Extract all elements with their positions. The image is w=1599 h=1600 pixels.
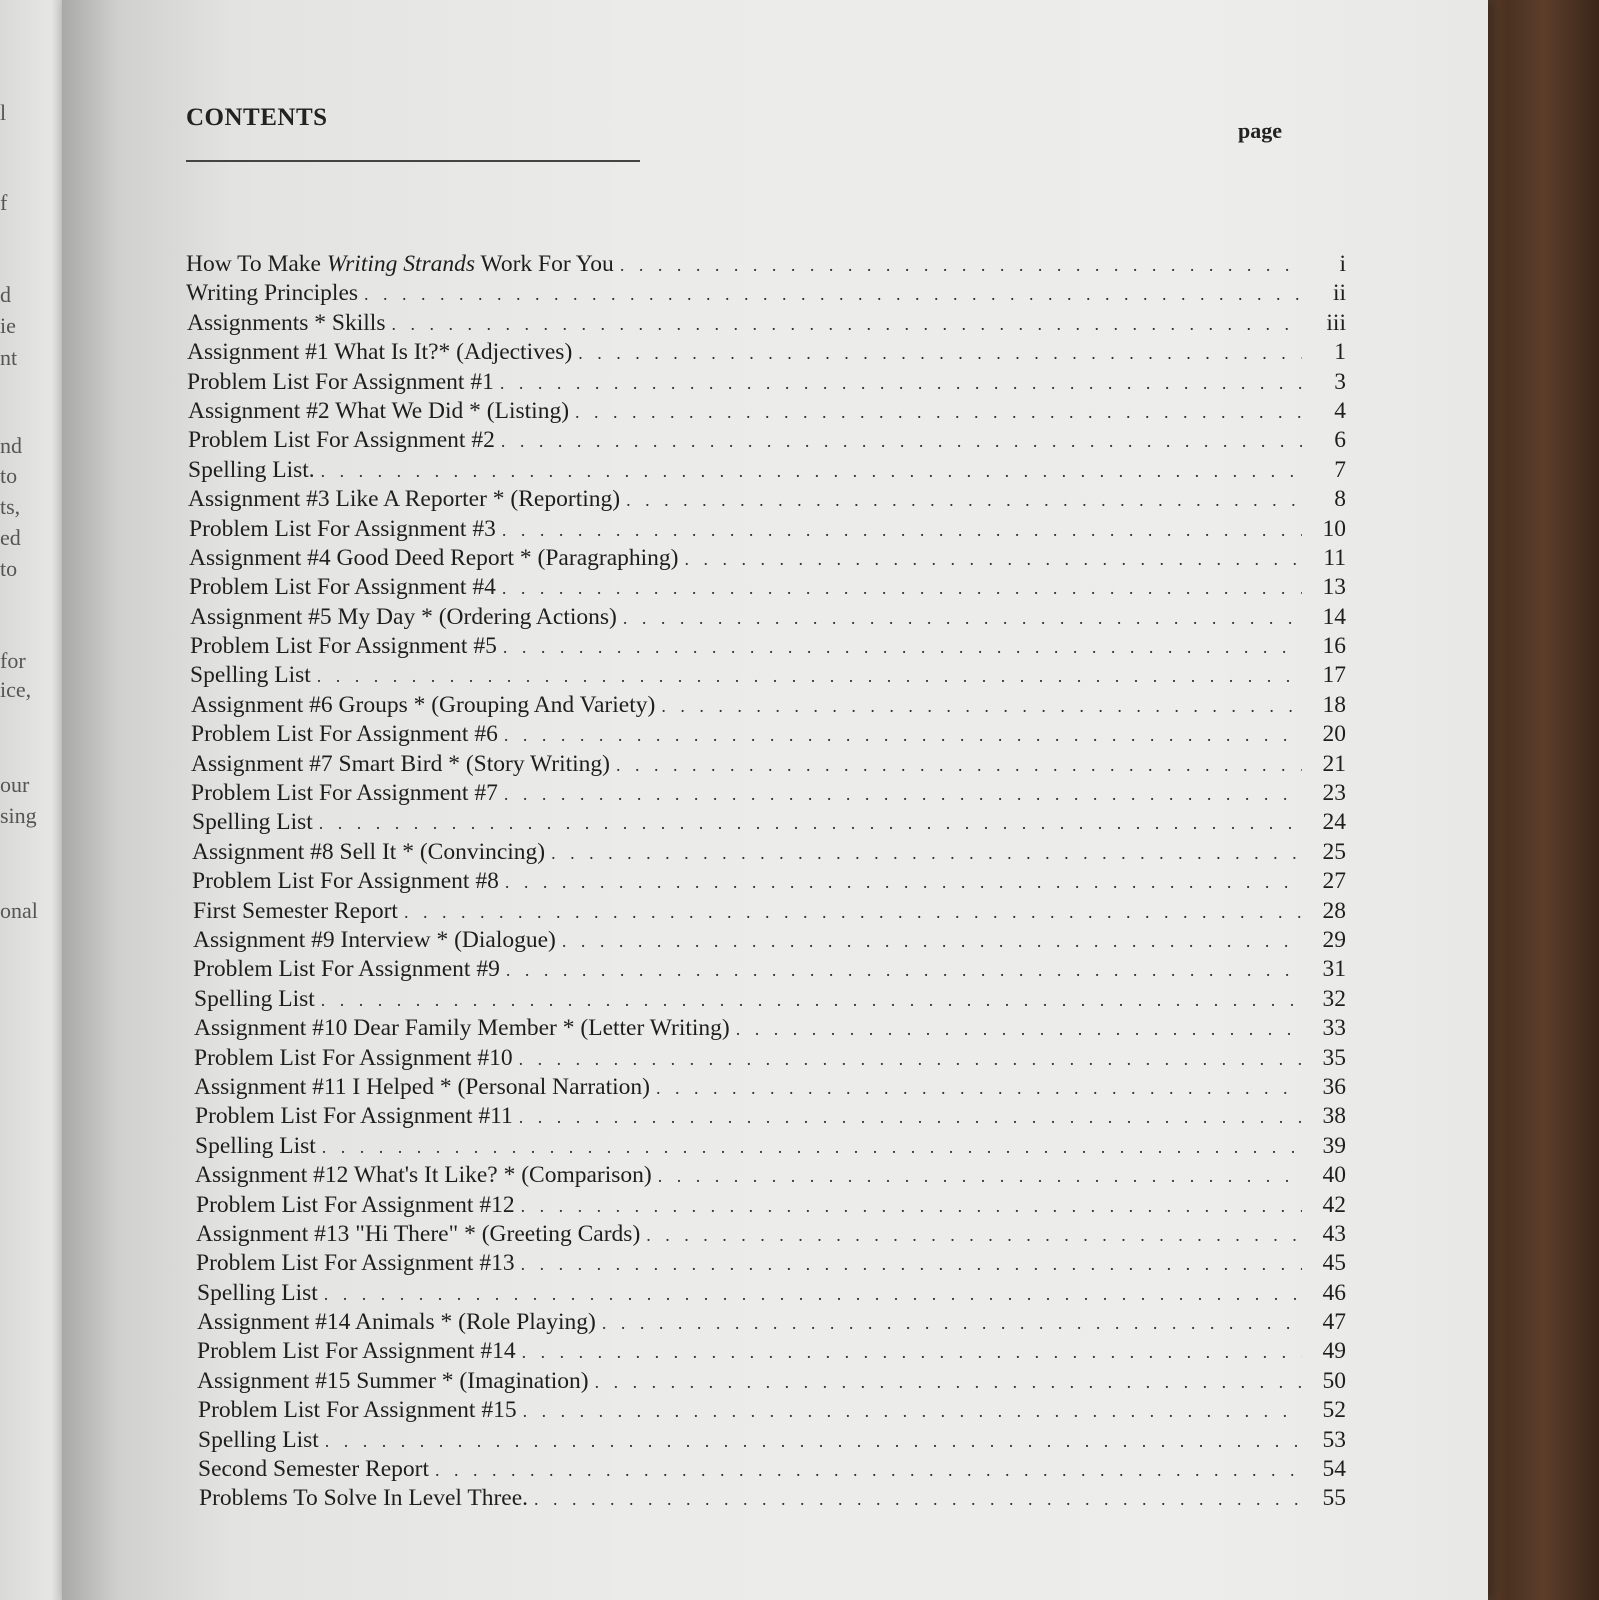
dot-leader [505, 872, 1302, 893]
toc-entry [191, 780, 1346, 809]
dot-leader [523, 1401, 1302, 1422]
toc-entry [186, 280, 1346, 309]
toc-entry-title-text: Problem List For Assignment #13 [196, 1250, 515, 1277]
toc-entry-title-text: Problem List For Assignment #10 [194, 1044, 513, 1071]
toc-entry-title [188, 486, 620, 513]
toc-entry-page-number: 13 [1322, 574, 1346, 601]
toc-entry-title-text: Problem List For Assignment #2 [188, 427, 495, 454]
toc-entry-title-text: Assignment #14 Animals * (Role Playing) [197, 1309, 596, 1336]
toc-entry [194, 1015, 1346, 1044]
toc-entry-page-number: 35 [1322, 1044, 1346, 1071]
dot-leader [364, 284, 1302, 305]
toc-entry-page-number: 24 [1322, 809, 1346, 836]
toc-entry [189, 545, 1346, 574]
toc-entry-title-text: Spelling List [192, 809, 313, 836]
toc-entry-page-number: 52 [1322, 1397, 1346, 1424]
toc-entry-page-number: 17 [1322, 662, 1346, 689]
toc-entry-title-text: Problem List For Assignment #9 [193, 956, 500, 983]
toc-entry-page-number: 40 [1322, 1162, 1346, 1189]
toc-entry [192, 839, 1346, 868]
toc-entry-title [191, 780, 498, 807]
toc-entry-title [188, 427, 495, 454]
toc-entry-title-text: Problem List For Assignment #3 [189, 515, 496, 542]
toc-entry [188, 398, 1346, 427]
toc-entry [197, 1309, 1346, 1338]
dot-leader [504, 725, 1302, 746]
left-page-text-fragment: ed [0, 525, 21, 550]
dot-leader [521, 1254, 1302, 1275]
toc-entry-page-number: 39 [1322, 1132, 1346, 1159]
dot-leader [562, 931, 1302, 952]
dot-leader [656, 1078, 1302, 1099]
dot-leader [391, 314, 1302, 335]
toc-entry-title-text: Problem List For Assignment #7 [191, 780, 498, 807]
toc-entry-title-text: Assignment #7 Smart Bird * (Story Writing) [191, 750, 610, 777]
dot-leader [661, 696, 1302, 717]
toc-entry-title [190, 633, 497, 660]
toc-entry-page-number: 3 [1334, 368, 1346, 395]
toc-entry-title [197, 1368, 589, 1395]
dot-leader [616, 755, 1302, 776]
toc-entry-page-number: 54 [1322, 1456, 1346, 1483]
toc-entry-title [194, 986, 315, 1013]
dot-leader [658, 1166, 1302, 1187]
toc-entry-title-text: Writing Principles [186, 280, 359, 307]
toc-entry-page-number: 7 [1334, 456, 1346, 483]
toc-entry [192, 868, 1346, 897]
dot-leader [322, 1137, 1302, 1158]
toc-entry-title [192, 809, 313, 836]
dot-leader [500, 373, 1302, 394]
toc-entry-title [196, 1192, 515, 1219]
toc-entry-title-text: Assignment #15 Summer * (Imagination) [197, 1367, 589, 1394]
toc-entry-title [191, 721, 498, 748]
dot-leader [522, 1342, 1302, 1363]
left-page-text-fragment: ie [0, 313, 16, 338]
dot-leader [578, 343, 1302, 364]
toc-entry-title-text: Assignment #2 What We Did * (Listing) [188, 397, 570, 424]
toc-entry [187, 310, 1346, 339]
dot-leader [506, 960, 1302, 981]
toc-entry [197, 1338, 1346, 1367]
toc-entry-title [191, 751, 610, 778]
toc-entry-title-text: Assignment #9 Interview * (Dialogue) [193, 926, 556, 953]
toc-entry-page-number: 28 [1322, 897, 1346, 924]
toc-entry-title-text: First Semester Report [193, 897, 398, 924]
toc-entry [190, 662, 1346, 691]
toc-entry [198, 1427, 1346, 1456]
toc-entry-title-text: Problem List For Assignment #11 [195, 1103, 513, 1130]
left-page-text-fragment: d [0, 282, 11, 307]
toc-entry-title-text: Problem List For Assignment #6 [191, 721, 498, 748]
dot-leader [504, 784, 1302, 805]
dot-leader [623, 608, 1302, 629]
toc-entry-title-text: Assignment #10 Dear Family Member * (Letter Writing) [194, 1015, 730, 1042]
toc-entry-page-number: 42 [1322, 1191, 1346, 1218]
toc-entry-title-text: Spelling List [197, 1279, 318, 1306]
toc-entry-title [198, 1456, 429, 1483]
toc-entry-title [193, 956, 500, 983]
toc-entry-title [193, 898, 398, 925]
toc-entry-title [197, 1309, 596, 1336]
toc-entry [194, 1074, 1346, 1103]
toc-entry-title-text: Assignment #8 Sell It * (Convincing) [192, 838, 546, 865]
toc-entry [198, 1456, 1346, 1485]
contents-page [62, 0, 1488, 1600]
toc-entry-title-text: Problem List For Assignment #8 [192, 868, 499, 895]
toc-entry-page-number: 21 [1322, 750, 1346, 777]
toc-entry [194, 986, 1346, 1015]
toc-entry-page-number: 50 [1322, 1367, 1346, 1394]
toc-entry-title [194, 1015, 730, 1042]
toc-entry [197, 1368, 1346, 1397]
toc-entry-title-text: Assignment #4 Good Deed Report * (Paragraphing) [189, 544, 679, 571]
toc-entry-title [188, 457, 315, 484]
toc-entry-page-number: 4 [1334, 397, 1346, 424]
dot-leader [325, 1431, 1302, 1452]
toc-entry-title [196, 1250, 515, 1277]
dot-leader [551, 843, 1302, 864]
toc-entry-page-number: 49 [1322, 1338, 1346, 1365]
toc-entry [196, 1192, 1346, 1221]
dot-leader [321, 990, 1302, 1011]
dot-leader [602, 1313, 1302, 1334]
toc-entry [187, 339, 1346, 368]
toc-entry [188, 427, 1346, 456]
toc-entry-title-text: Spelling List [195, 1132, 316, 1159]
left-page-text-fragment: nt [0, 345, 18, 370]
toc-entry [196, 1250, 1346, 1279]
toc-entry [189, 574, 1346, 603]
toc-entry-page-number: 36 [1322, 1073, 1346, 1100]
toc-entry-title-text: Assignment #1 What Is It?* (Adjectives) [187, 339, 573, 366]
toc-entry-title-text: Work For You [475, 251, 614, 277]
toc-entry-title-text: Assignment #3 Like A Reporter * (Reporting) [188, 486, 621, 513]
toc-entry-title [186, 280, 358, 307]
left-page-text-fragment: to [0, 463, 18, 488]
toc-entry-title-text: Assignment #5 My Day * (Ordering Actions) [190, 603, 617, 630]
dot-leader [435, 1460, 1302, 1481]
toc-entry-page-number: 1 [1334, 339, 1346, 366]
toc-entry-title [194, 1045, 513, 1072]
toc-entry-title [194, 1074, 650, 1101]
toc-entry-title-text: Problem List For Assignment #4 [189, 574, 496, 601]
toc-entry-title-text: Assignment #12 What's It Like? * (Comparison) [195, 1162, 652, 1189]
toc-entry-title [189, 516, 496, 543]
dot-leader [575, 402, 1302, 423]
toc-entry-title-text: Problems To Solve In Level Three. [199, 1485, 529, 1512]
toc-entry-title [187, 310, 385, 337]
toc-entry-page-number: ii [1332, 280, 1346, 307]
left-page-text-fragment: f [0, 190, 8, 215]
left-page-text-fragment: onal [0, 898, 38, 923]
dot-leader [626, 490, 1302, 511]
toc-entry-title [199, 1485, 528, 1512]
dot-leader [519, 1049, 1302, 1070]
toc-entry-title [192, 868, 499, 895]
toc-entry [188, 486, 1346, 515]
toc-entry [194, 1045, 1346, 1074]
toc-entry-title-text: Assignments * Skills [187, 309, 386, 336]
toc-entry-title [189, 545, 678, 572]
toc-entry [190, 604, 1346, 633]
toc-entry-page-number: iii [1326, 309, 1346, 336]
toc-entry-title-text: Assignment #11 I Helped * (Personal Narration) [194, 1073, 650, 1100]
toc-entry-title-text: Spelling List [190, 662, 311, 689]
left-page-text-fragment: ice, [0, 677, 32, 702]
toc-entry [193, 927, 1346, 956]
toc-entry-title-text: Problem List For Assignment #1 [187, 368, 494, 395]
toc-entry-title-text: Problem List For Assignment #15 [198, 1397, 517, 1424]
toc-entry [191, 751, 1346, 780]
left-page-text-fragment: for [0, 648, 26, 673]
dot-leader [502, 520, 1302, 541]
toc-entry-title-text: Problem List For Assignment #12 [196, 1191, 515, 1218]
dot-leader [736, 1019, 1302, 1040]
left-page-text-fragment: l [0, 100, 7, 125]
toc-entry [190, 633, 1346, 662]
toc-entry [198, 1397, 1346, 1426]
toc-entry-page-number: 32 [1322, 985, 1346, 1012]
toc-entry-page-number: 14 [1322, 603, 1346, 630]
toc-entry [199, 1485, 1346, 1514]
toc-entry-title [197, 1338, 516, 1365]
toc-entry-title [198, 1427, 319, 1454]
toc-entry-title [186, 251, 614, 278]
toc-entry-title [196, 1221, 640, 1248]
left-page-text-fragment: to [0, 556, 18, 581]
toc-entry-title [197, 1280, 318, 1307]
toc-entry [195, 1162, 1346, 1191]
toc-entry-title [195, 1162, 652, 1189]
toc-entry [191, 692, 1346, 721]
toc-entry-title-text: Problem List For Assignment #14 [197, 1338, 516, 1365]
page-column-label: page [1238, 118, 1282, 143]
toc-entry-title [190, 604, 617, 631]
toc-entry-page-number: 11 [1323, 544, 1346, 571]
dot-leader [321, 461, 1302, 482]
dot-leader [646, 1225, 1302, 1246]
toc-entry-page-number: 47 [1322, 1309, 1346, 1336]
toc-entry-title [195, 1133, 316, 1160]
dot-leader [404, 902, 1302, 923]
toc-entry-title [191, 692, 655, 719]
toc-entry-page-number: 25 [1322, 838, 1346, 865]
toc-entry-title [189, 574, 496, 601]
dot-leader [503, 637, 1302, 658]
toc-entry [189, 516, 1346, 545]
dot-leader [595, 1372, 1302, 1393]
dot-leader [684, 549, 1302, 570]
left-page-text-fragment: nd [0, 433, 22, 458]
dot-leader [502, 578, 1302, 599]
toc-entry-title [188, 398, 569, 425]
toc-entry-title [187, 369, 494, 396]
toc-entry-page-number: 20 [1322, 721, 1346, 748]
toc-entry-page-number: 10 [1322, 515, 1346, 542]
toc-entry [195, 1133, 1346, 1162]
left-page-text-fragment: our [0, 772, 30, 797]
toc-entry-page-number: 43 [1322, 1220, 1346, 1247]
page-title: CONTENTS [186, 104, 328, 131]
toc-entry-page-number: 55 [1322, 1485, 1346, 1512]
toc-entry [197, 1280, 1346, 1309]
toc-entry-page-number: 8 [1334, 486, 1346, 513]
dot-leader [324, 1284, 1302, 1305]
dot-leader [534, 1489, 1302, 1510]
left-page-text-fragment: sing [0, 803, 37, 828]
toc-entry-page-number: 46 [1322, 1279, 1346, 1306]
toc-entry-page-number: 27 [1322, 868, 1346, 895]
toc-entry [192, 809, 1346, 838]
toc-entry-title [193, 927, 556, 954]
toc-entry-page-number: 45 [1322, 1250, 1346, 1277]
toc-entry-page-number: 16 [1322, 633, 1346, 660]
left-page-text-fragment: ts, [0, 494, 21, 519]
toc-entry [187, 369, 1346, 398]
toc-entry-title-text: Assignment #6 Groups * (Grouping And Variety) [191, 691, 656, 718]
toc-entry [196, 1221, 1346, 1250]
toc-entry-title-text: Second Semester Report [198, 1456, 430, 1483]
dot-leader [319, 813, 1302, 834]
toc-entry-title-text: Spelling List [194, 985, 315, 1012]
dot-leader [317, 666, 1302, 687]
toc-entry-title-text: How To Make [186, 251, 327, 277]
toc-entry [193, 898, 1346, 927]
toc-entry-title [195, 1103, 513, 1130]
toc-entry [186, 251, 1346, 280]
toc-entry-title-text: Assignment #13 "Hi There" * (Greeting Cards) [196, 1220, 641, 1247]
toc-entry-title-text: Problem List For Assignment #5 [190, 633, 497, 660]
toc-entry-page-number: 6 [1334, 427, 1346, 454]
toc-entry [191, 721, 1346, 750]
toc-entry-title [187, 339, 572, 366]
dot-leader [519, 1107, 1302, 1128]
toc-entry-page-number: 33 [1322, 1015, 1346, 1042]
toc-entry-title [198, 1397, 517, 1424]
toc-entry-page-number: 53 [1322, 1426, 1346, 1453]
toc-entry-page-number: 38 [1322, 1103, 1346, 1130]
dot-leader [501, 431, 1302, 452]
toc-entry-page-number: i [1339, 251, 1346, 277]
toc-entry-page-number: 29 [1322, 926, 1346, 953]
toc-entry [188, 457, 1346, 486]
toc-entry-page-number: 18 [1322, 691, 1346, 718]
toc-entry-title [190, 662, 311, 689]
table-of-contents [186, 251, 1346, 1515]
toc-entry-title-text: Spelling List. [188, 456, 315, 483]
toc-entry [195, 1103, 1346, 1132]
toc-entry-title-italic: Writing Strands [326, 251, 476, 277]
toc-entry-title [192, 839, 545, 866]
toc-entry-page-number: 31 [1322, 956, 1346, 983]
toc-entry-page-number: 23 [1322, 780, 1346, 807]
toc-entry [193, 956, 1346, 985]
dot-leader [620, 255, 1302, 276]
title-underline [186, 160, 640, 162]
dot-leader [521, 1196, 1302, 1217]
toc-entry-title-text: Spelling List [198, 1426, 319, 1453]
